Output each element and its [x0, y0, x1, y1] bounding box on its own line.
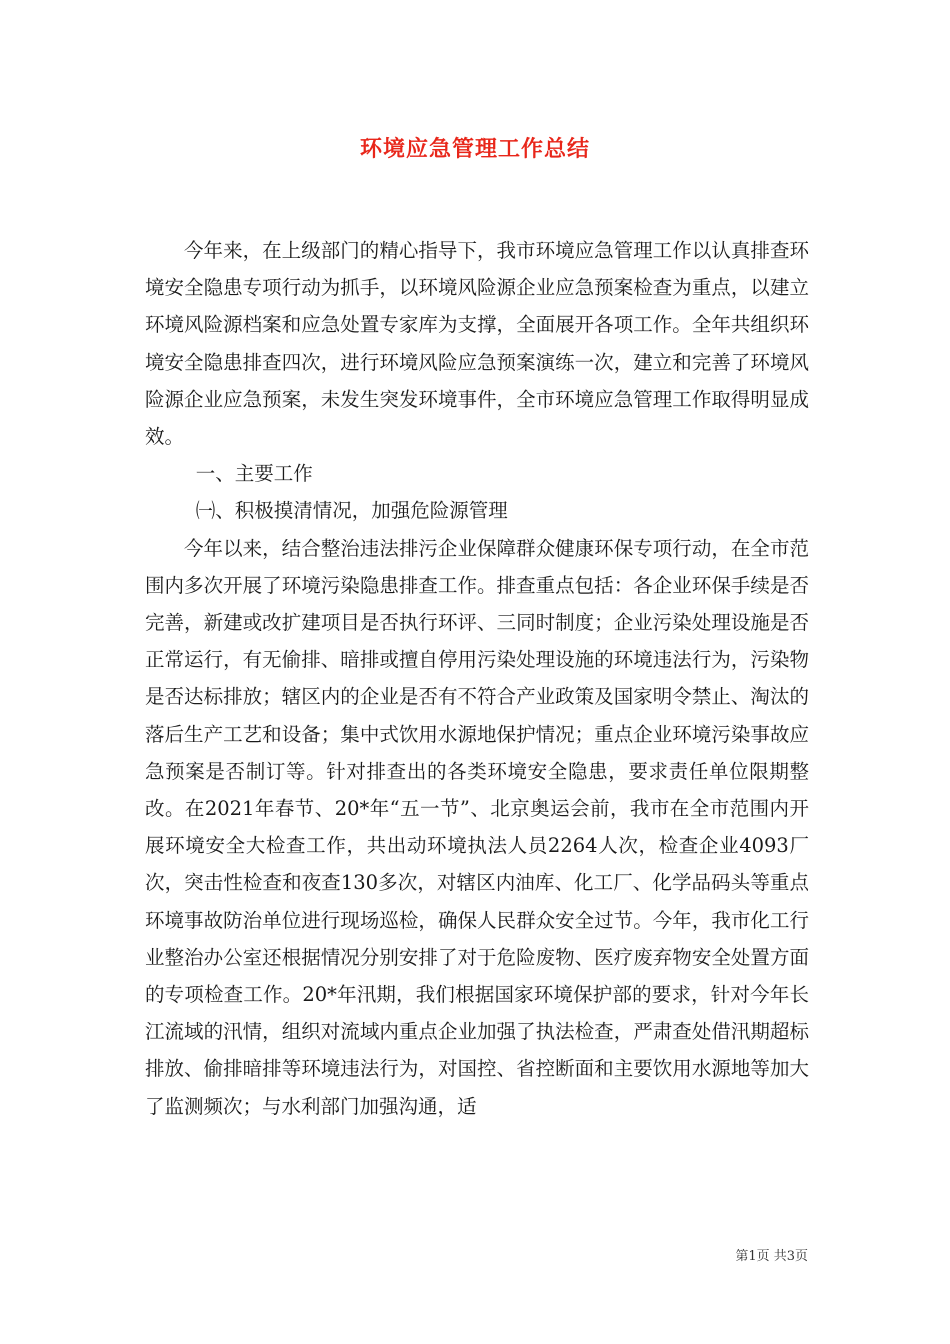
subsection-heading: ㈠、积极摸清情况，加强危险源管理	[195, 499, 508, 523]
document-body	[145, 232, 809, 1125]
body-paragraph: 今年以来，结合整治违法排污企业保障群众健康环保专项行动，在全市范围内多次开展了环境污染隐患排查工作。排查重点包括：各企业环保手续是否完善，新建或改扩建项目是否执行环评、三同时制度；企业污染处理设施是否正常运行，有无偷排、暗排或擅自停用污染处理设施的环境违法行为，污染物是否达标排放；辖区内的企业是否有不符合产业政策及国家明令禁止、淘汰的落后生产工艺和设备；集中式饮用水源地保护情况；重点企业环境污染事故应急预案是否制订等。针对排查出的各类环境安全隐患，要求责任单位限期整改。在2021年春节、20*年“五一节”、北京奥运会前，我市在全市范围内开展环境安全大检查工作，共出动环境执法人员2264人次，检查企业4093厂次，突击性检查和夜查130多次，对辖区内油库、化工厂、化学品码头等重点环境事故防治单位进行现场巡检，确保人民群众安全过节。今年，我市化工行业整治办公室还根据情况分别安排了对于危险废物、医疗废弃物安全处置方面的专项检查工作。20*年汛期，我们根据国家环境保护部的要求，针对今年长江流域的汛情，组织对流域内重点企业加强了执法检查，严肃查处借汛期超标排放、偷排暗排等环境违法行为，对国控、省控断面和主要饮用水源地等加大了监测频次；与水利部门加强沟通，适	[145, 536, 809, 1118]
document-title: 环境应急管理工作总结	[359, 137, 590, 162]
section-heading-main-work: 一、主要工作	[195, 462, 313, 486]
page-number-footer: 第1页 共3页	[735, 1249, 808, 1264]
intro-paragraph: 今年来，在上级部门的精心指导下，我市环境应急管理工作以认真排查环境安全隐患专项行动为抓手，以环境风险源企业应急预案检查为重点，以建立环境风险源档案和应急处置专家库为支撑，全面展开各项工作。全年共组织环境安全隐患排查四次，进行环境风险应急预案演练一次，建立和完善了环境风险源企业应急预案，未发生突发环境事件，全市环境应急管理工作取得明显成效。	[145, 239, 809, 449]
